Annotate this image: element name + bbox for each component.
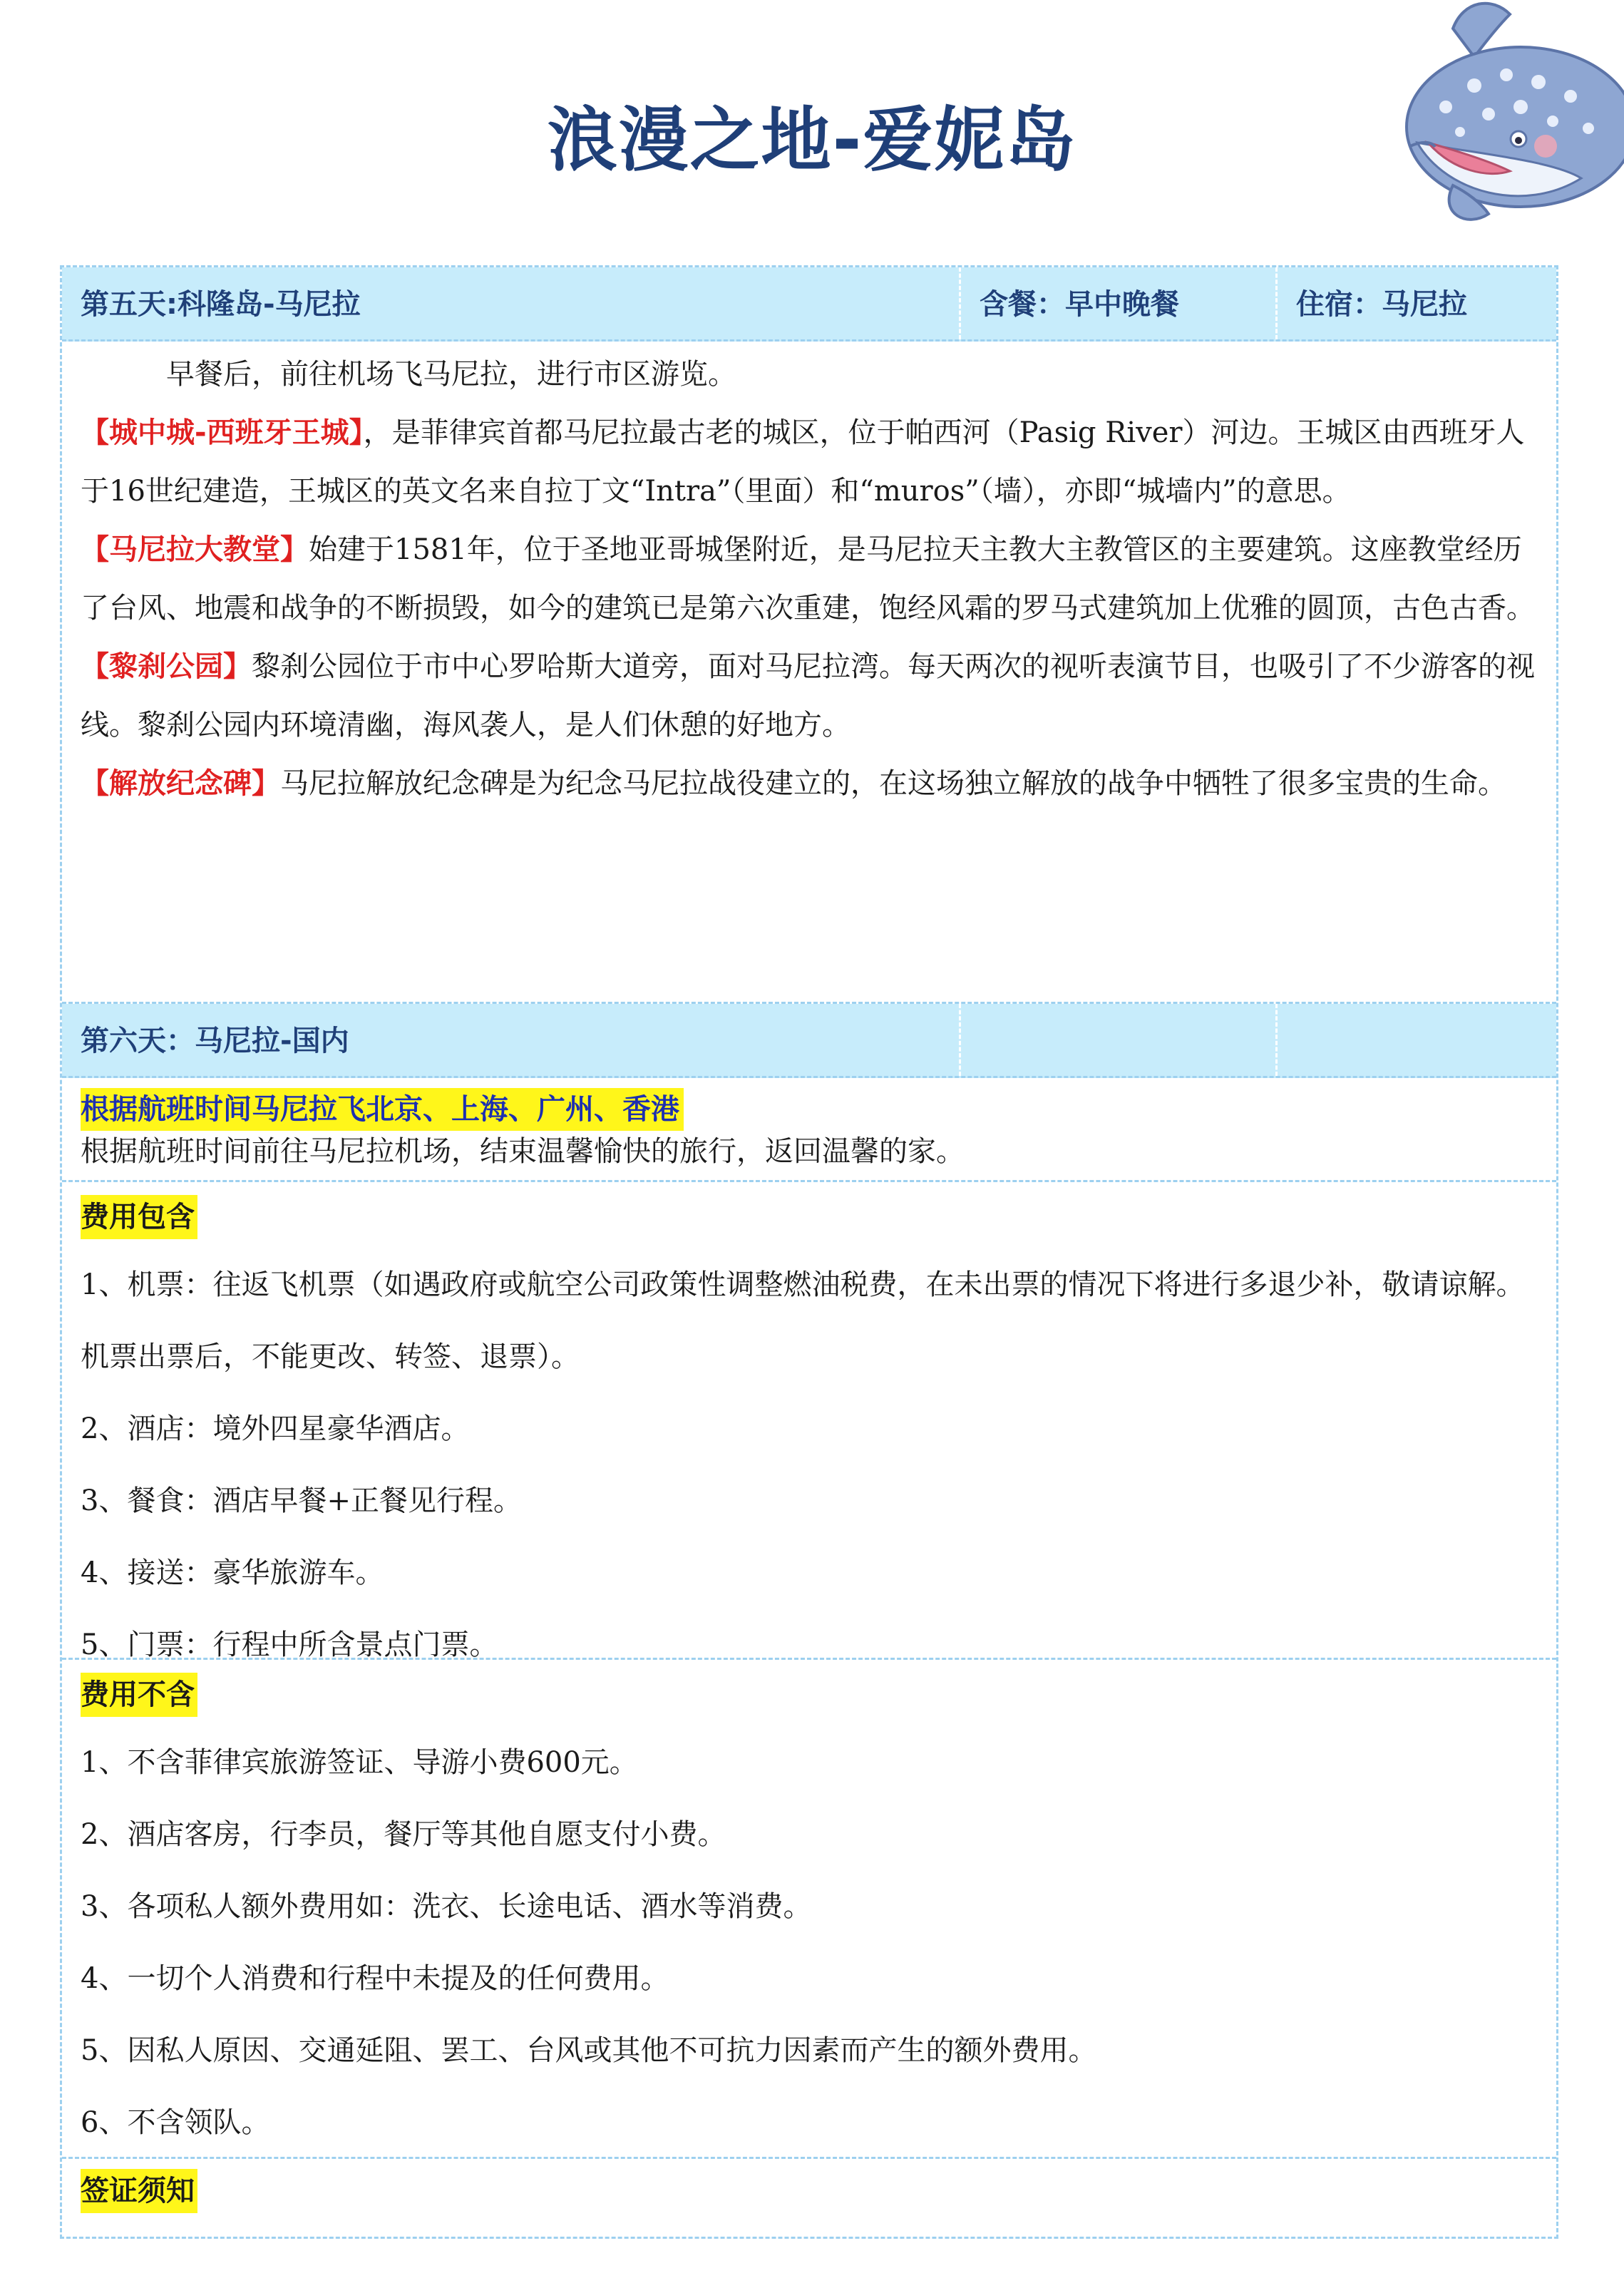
excluded-item: 3、各项私人额外费用如：洗衣、长途电话、酒水等消费。 <box>81 1890 812 1923</box>
day5-title: 第五天:科隆岛-马尼拉 <box>81 288 361 321</box>
included-item: 1、机票：往返飞机票（如遇政府或航空公司政策性调整燃油税费，在未出票的情况下将进行多退少补，敬请谅解。机票出票后，不能更改、转签、退票）。 <box>81 1268 1525 1373</box>
excluded-item: 6、不含领队。 <box>81 2106 270 2139</box>
included-title: 费用包含 <box>81 1195 197 1239</box>
day5-body <box>62 342 1556 1004</box>
included-item: 4、接送：豪华旅游车。 <box>81 1556 384 1589</box>
day5-header <box>62 267 1556 342</box>
excluded-item: 4、一切个人消费和行程中未提及的任何费用。 <box>81 1962 669 1995</box>
sight-paragraph <box>62 637 1556 754</box>
day6-flight-highlight: 根据航班时间马尼拉飞北京、上海、广州、香港 <box>81 1088 684 1131</box>
day6-meals-empty <box>959 1004 1275 1076</box>
day6-title: 第六天：马尼拉-国内 <box>81 1025 349 1057</box>
included-item: 5、门票：行程中所含景点门票。 <box>81 1628 498 1661</box>
excluded-item: 2、酒店客房，行李员，餐厅等其他自愿支付小费。 <box>81 1818 726 1851</box>
itinerary-sheet <box>60 265 1558 2239</box>
excluded-item: 5、因私人原因、交通延阻、罢工、台风或其他不可抗力因素而产生的额外费用。 <box>81 2034 1097 2067</box>
sight-text: ，是菲律宾首都马尼拉最古老的城区，位于帕西河（Pasig River）河边。王城区由西班牙人于16世纪建造，王城区的英文名来自拉丁文“Intra”（里面）和“muros”（墙），亦即“城墙内”的意思。 <box>81 416 1525 508</box>
sight-text: 黎刹公园位于市中心罗哈斯大道旁，面对马尼拉湾。每天两次的视听表演节目，也吸引了不少游客的视线。黎刹公园内环境清幽，海风袭人，是人们休憩的好地方。 <box>81 650 1535 742</box>
day6-lodging-empty <box>1275 1004 1561 1076</box>
included-item: 2、酒店：境外四星豪华酒店。 <box>81 1412 470 1445</box>
day6-text: 根据航班时间前往马尼拉机场，结束温馨愉快的旅行，返回温馨的家。 <box>81 1135 965 1168</box>
sight-name: 【马尼拉大教堂】 <box>81 533 309 566</box>
visa-section <box>62 2159 1556 2237</box>
day5-intro: 早餐后，前往机场飞马尼拉，进行市区游览。 <box>166 358 736 391</box>
excluded-section <box>62 1660 1556 2159</box>
page-title: 浪漫之地-爱妮岛 <box>547 100 1077 181</box>
day5-meals: 含餐：早中晚餐 <box>959 267 1275 339</box>
sight-text: 马尼拉解放纪念碑是为纪念马尼拉战役建立的，在这场独立解放的战争中牺牲了很多宝贵的生命。 <box>280 767 1506 800</box>
visa-title: 签证须知 <box>81 2169 197 2213</box>
included-section <box>62 1182 1556 1660</box>
whale-shark-illustration <box>1367 0 1624 235</box>
excluded-title: 费用不含 <box>81 1673 197 1717</box>
day6-body <box>62 1078 1556 1182</box>
sight-paragraph <box>62 754 1556 813</box>
day5-lodging: 住宿：马尼拉 <box>1275 267 1561 339</box>
sight-text: 始建于1581年，位于圣地亚哥城堡附近，是马尼拉天主教大主教管区的主要建筑。这座教堂经历了台风、地震和战争的不断损毁，如今的建筑已是第六次重建，饱经风霜的罗马式建筑加上优雅的圆顶，古色古香。 <box>81 533 1535 625</box>
sight-paragraph <box>62 520 1556 637</box>
excluded-item: 1、不含菲律宾旅游签证、导游小费600元。 <box>81 1746 638 1779</box>
sight-paragraph <box>62 404 1556 520</box>
sight-name: 【城中城-西班牙王城】 <box>81 416 364 449</box>
sight-name: 【黎刹公园】 <box>81 650 252 683</box>
included-item: 3、餐食：酒店早餐+正餐见行程。 <box>81 1484 522 1517</box>
sight-name: 【解放纪念碑】 <box>81 767 280 800</box>
day6-header <box>62 1004 1556 1078</box>
